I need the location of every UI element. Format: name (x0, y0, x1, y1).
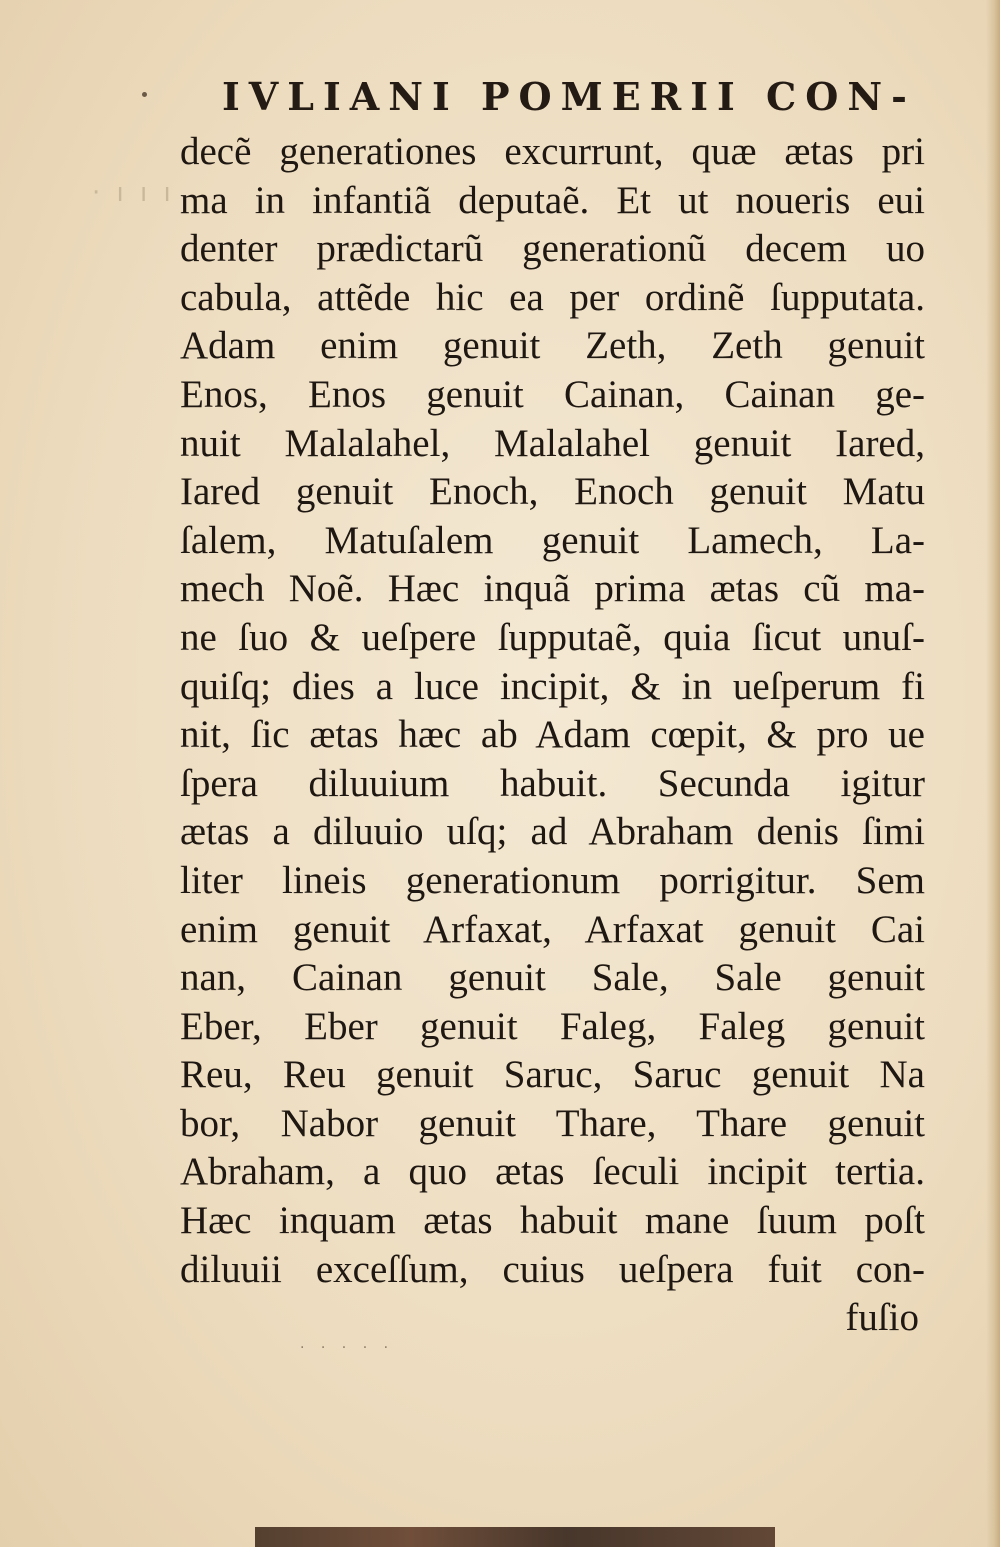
text-line: Eber, Eber genuit Faleg, Faleg genuit (180, 1004, 925, 1048)
text-line: ne ſuo & ueſpere ſupputaẽ, quia ſicut unuſ- (180, 615, 925, 659)
binding-shadow-bar (255, 1527, 775, 1547)
text-line: ſpera diluuium habuit. Secunda igitur (180, 761, 925, 805)
text-line: decẽ generationes excurrunt, quæ ætas pri (180, 130, 925, 173)
text-line: denter prædictarũ generationũ decem uo (180, 227, 925, 271)
running-head-ornament-dot (142, 92, 147, 97)
text-line: Iared genuit Enoch, Enoch genuit Matu (180, 470, 925, 514)
show-through-dots: · · · · · (300, 1340, 395, 1356)
text-line: liter lineis generationum porrigitur. Sem (180, 858, 925, 902)
text-line: nit, ſic ætas hæc ab Adam cœpit, & pro ue (180, 713, 925, 757)
text-line: ma in infantiã deputaẽ. Et ut noueris eui (180, 178, 925, 222)
text-line: mech Noẽ. Hæc inquã prima ætas cũ ma- (180, 567, 925, 611)
text-line: ſalem, Matuſalem genuit Lamech, La- (180, 518, 925, 562)
text-line: Enos, Enos genuit Cainan, Cainan ge- (180, 372, 925, 416)
margin-show-through-mark: · ı ı ı (92, 178, 175, 208)
text-line: nuit Malalahel, Malalahel genuit Iared, (180, 421, 925, 465)
text-line: Hæc inquam ætas habuit mane ſuum poſt (180, 1199, 925, 1243)
text-line: cabula, attẽde hic ea per ordinẽ ſupputata. (180, 275, 925, 319)
running-head: IVLIANI POMERII CON- (222, 74, 916, 119)
text-line: bor, Nabor genuit Thare, Thare genuit (180, 1101, 925, 1145)
text-line: Reu, Reu genuit Saruc, Saruc genuit Na (180, 1053, 925, 1097)
text-line: diluuii exceſſum, cuius ueſpera fuit con- (180, 1247, 925, 1291)
text-line: Adam enim genuit Zeth, Zeth genuit (180, 324, 925, 368)
body-text (180, 128, 925, 1343)
page-spine-edge (986, 0, 1000, 1547)
catchword: fuſio (845, 1296, 919, 1340)
text-line: nan, Cainan genuit Sale, Sale genuit (180, 956, 925, 1000)
text-line: Abraham, a quo ætas ſeculi incipit tertia. (180, 1150, 925, 1194)
text-line: quiſq; dies a luce incipit, & in ueſperum fi (180, 664, 925, 708)
text-line: enim genuit Arfaxat, Arfaxat genuit Cai (180, 907, 925, 951)
text-line: ætas a diluuio uſq; ad Abraham denis ſimi (180, 810, 925, 854)
